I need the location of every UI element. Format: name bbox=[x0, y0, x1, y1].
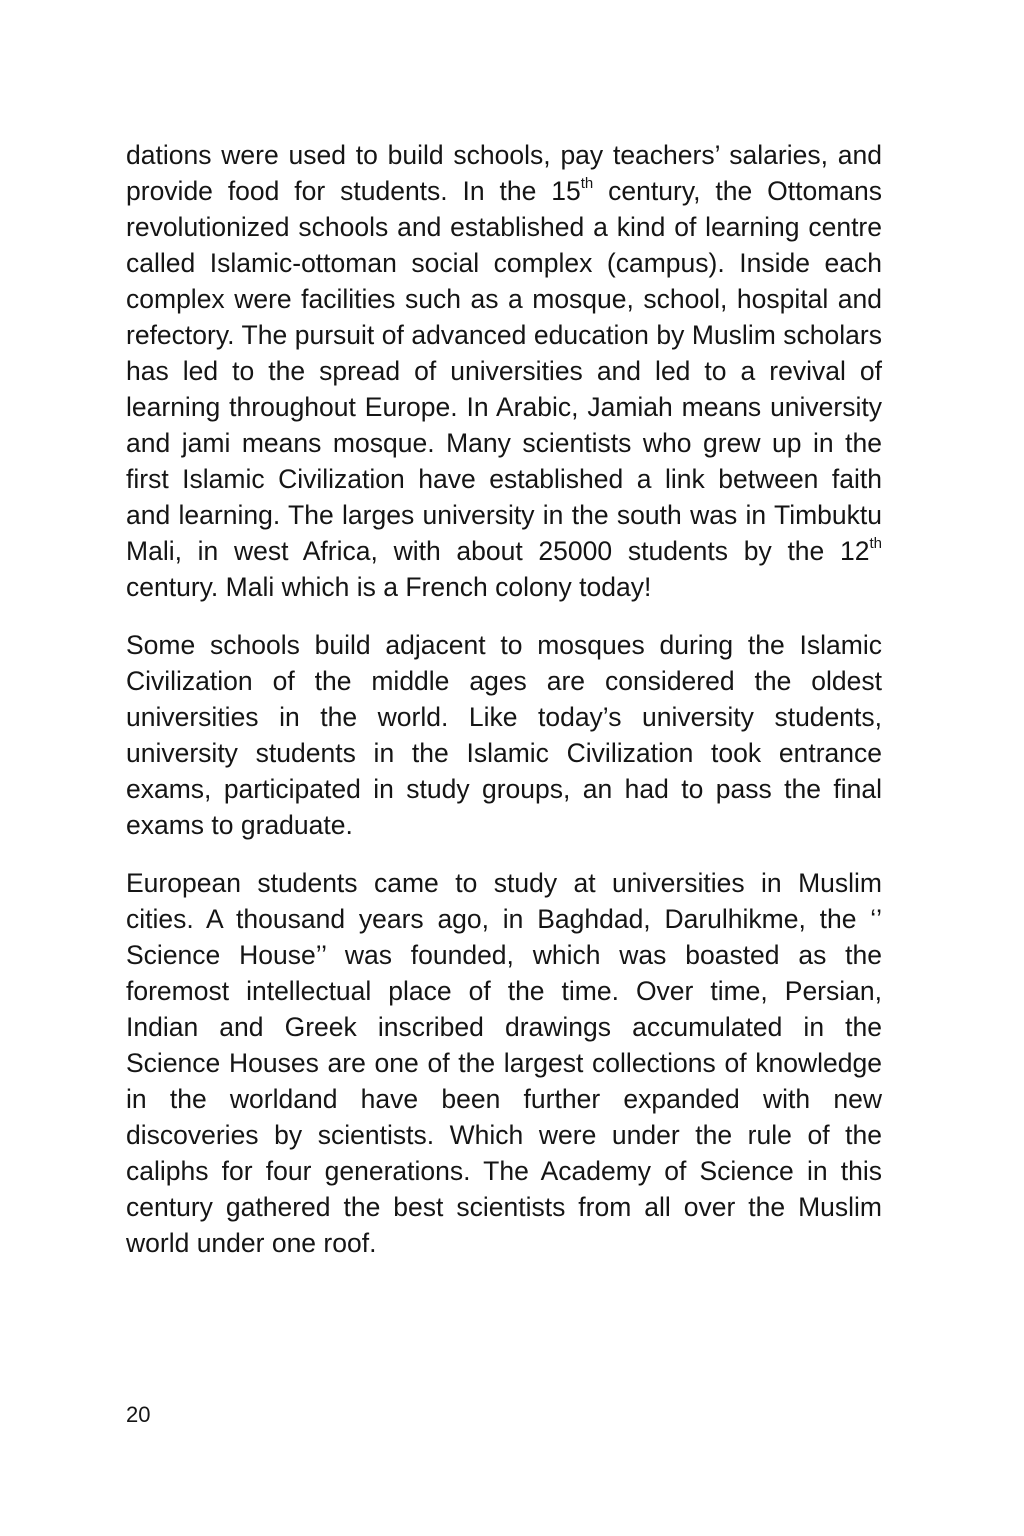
text-segment: dations were used to build schools, pay teachers’ salaries, and provide food for students. In the 15 bbox=[126, 140, 882, 206]
text-segment: century. Mali which is a French colony today! bbox=[126, 572, 652, 602]
paragraph-islamic-schools bbox=[126, 137, 882, 605]
paragraph-oldest-universities: Some schools build adjacent to mosques during the Islamic Civilization of the middle ages are considered the oldest universities in the world. Like today’s university students, university students in the Islamic Civilization took entrance exams, participated in study groups, an had to pass the final exams to graduate. bbox=[126, 630, 882, 840]
paragraph-european-students: European students came to study at universities in Muslim cities. A thousand years ago, in Baghdad, Darulhikme, the ‘’ Science House’’ was founded, which was boasted as the foremost intellectual place of the time. Over time, Persian, Indian and Greek inscribed drawings accumulated in the Science Houses are one of the largest collections of knowledge in the worldand have been further expanded with new discoveries by scientists. Which were under the rule of the caliphs for four generations. The Academy of Science in this century gathered the best scientists from all over the Muslim world under one roof. bbox=[126, 868, 882, 1258]
superscript-ordinal: th bbox=[580, 175, 594, 193]
superscript-ordinal: th bbox=[869, 535, 882, 553]
page-number: 20 bbox=[126, 1402, 151, 1427]
body-text bbox=[126, 137, 882, 1283]
text-segment: century, the Ottomans revolutionized schools and established a kind of learning centre called Islamic-ottoman social complex (campus). Inside each complex were facilities such as a mosque, school, hospital and refectory. The pursuit of advanced education by Muslim scholars has led to the spread of universities and led to a revival of learning throughout Europe. In Arabic, Jamiah means university and jami means mosque. Many scientists who grew up in the first Islamic Civilization have established a link between faith and learning. The larges university in the south was in Timbuktu Mali, in west Africa, with about 25000 students by the 12 bbox=[126, 176, 882, 566]
